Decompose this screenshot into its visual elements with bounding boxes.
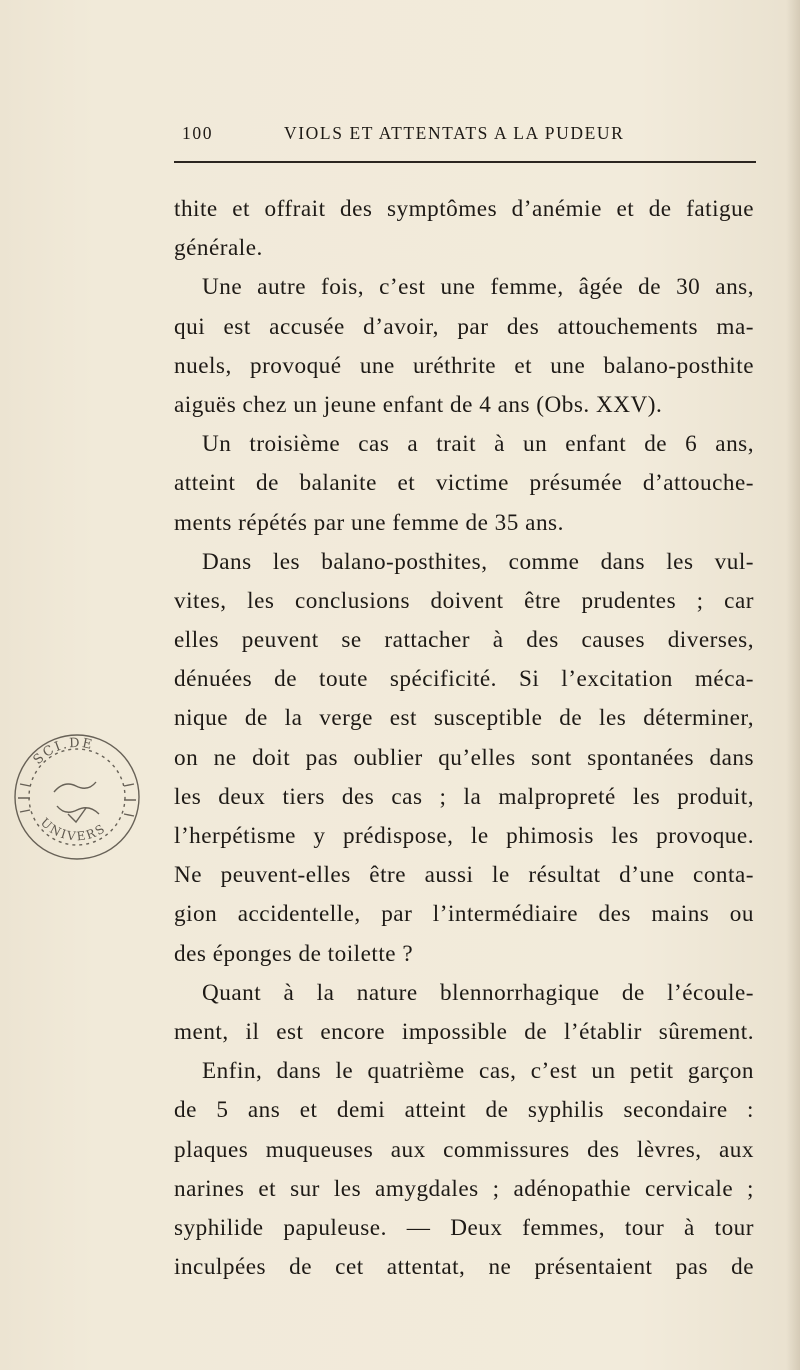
text-line: atteint de balanite et victime présumée d’attouche- bbox=[174, 470, 754, 497]
text-line: générale. bbox=[174, 235, 263, 262]
text-line: thite et offrait des symptômes d’anémie et de fatigue bbox=[174, 196, 754, 222]
stamp-text-bottom: UNIVERS bbox=[37, 815, 109, 844]
page-edge-shadow bbox=[786, 0, 800, 1370]
text-line: on ne doit pas oublier qu’elles sont spontanées dans bbox=[174, 744, 754, 771]
text-line: ments répétés par une femme de 35 ans. bbox=[174, 509, 564, 536]
text-line: plaques muqueuses aux commissures des lèvres, aux bbox=[174, 1136, 754, 1163]
text-line: Enfin, dans le quatrième cas, c’est un petit garçon bbox=[202, 1058, 754, 1085]
text-line: Quant à la nature blennorrhagique de l’écoule- bbox=[202, 979, 754, 1006]
text-line: aiguës chez un jeune enfant de 4 ans (Obs. XXV). bbox=[174, 391, 663, 418]
text-line: dénuées de toute spécificité. Si l’excitation méca- bbox=[174, 666, 754, 693]
page-number: 100 bbox=[182, 123, 214, 143]
text-line: ment, il est encore impossible de l’établir sûrement. bbox=[174, 1018, 754, 1045]
stamp-text-top: SCI.DE bbox=[30, 735, 96, 768]
svg-text:SCI.DE bbox=[31, 736, 96, 768]
text-line: l’herpétisme y prédispose, le phimosis les provoque. bbox=[174, 823, 754, 849]
text-line: vites, les conclusions doivent être prudentes ; car bbox=[174, 587, 754, 614]
library-stamp bbox=[2, 722, 152, 872]
text-line: de 5 ans et demi atteint de syphilis secondaire : bbox=[174, 1097, 754, 1124]
running-head bbox=[172, 123, 756, 153]
text-line: Dans les balano-posthites, comme dans les vul- bbox=[202, 548, 754, 575]
text-line: les deux tiers des cas ; la malpropreté les produit, bbox=[174, 783, 754, 810]
running-title: VIOLS ET ATTENTATS A LA PUDEUR bbox=[284, 123, 625, 143]
header-rule bbox=[174, 161, 756, 163]
text-line: Un troisième cas a trait à un enfant de 6 ans, bbox=[202, 431, 754, 458]
text-line: elles peuvent se rattacher à des causes diverses, bbox=[174, 627, 754, 654]
text-line: Ne peuvent-elles être aussi le résultat d’une conta- bbox=[174, 862, 754, 889]
text-line: Une autre fois, c’est une femme, âgée de 30 ans, bbox=[202, 274, 754, 301]
text-line: narines et sur les amygdales ; adénopathie cervicale ; bbox=[174, 1175, 754, 1202]
body-text bbox=[174, 190, 754, 1287]
text-line: des éponges de toilette ? bbox=[174, 940, 414, 967]
text-line: gion accidentelle, par l’intermédiaire des mains ou bbox=[174, 901, 754, 928]
text-line: nique de la verge est susceptible de les déterminer, bbox=[174, 705, 754, 732]
text-line: nuels, provoqué une uréthrite et une balano-posthite bbox=[174, 352, 754, 379]
text-line: syphilide papuleuse. — Deux femmes, tour à tour bbox=[174, 1214, 754, 1241]
text-line: qui est accusée d’avoir, par des attouchements ma- bbox=[174, 313, 754, 340]
text-line: inculpées de cet attentat, ne présentaient pas de bbox=[174, 1254, 754, 1281]
